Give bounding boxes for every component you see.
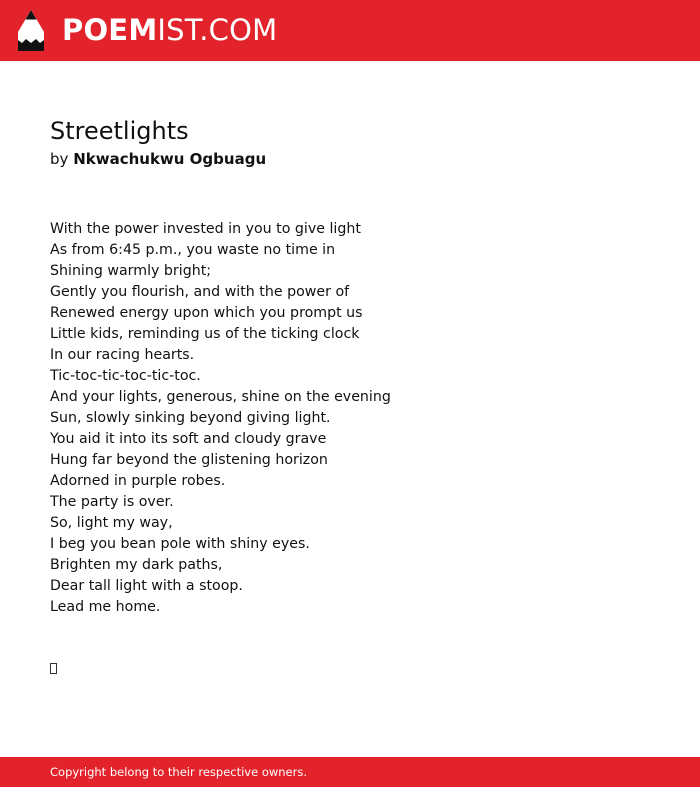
poem-line: The party is over. (50, 494, 174, 510)
poem-body (50, 219, 391, 618)
logo-light-text: IST.COM (157, 13, 278, 47)
poem-line: Tic-toc-tic-toc-tic-toc. (50, 368, 201, 384)
poem-line: Brighten my dark paths, (50, 557, 223, 573)
poem-line: Hung far beyond the glistening horizon (50, 452, 328, 468)
byline (50, 150, 266, 168)
site-logo[interactable] (62, 13, 277, 47)
footer-bar (0, 757, 700, 787)
author-name: Nkwachukwu Ogbuagu (73, 150, 267, 168)
copyright-text: Copyright belong to their respective owners. (50, 765, 308, 779)
header-bar (0, 0, 700, 61)
poem-line: I beg you bean pole with shiny eyes. (50, 536, 310, 552)
missing-glyph-icon (50, 663, 57, 674)
logo-bold-text: POEM (62, 13, 158, 47)
poem-line: Adorned in purple robes. (50, 473, 226, 489)
poem-line: With the power invested in you to give light (50, 221, 361, 237)
poem-line: Little kids, reminding us of the ticking clock (50, 326, 360, 342)
poem-line: Shining warmly bright; (50, 263, 212, 279)
pencil-icon[interactable] (18, 10, 44, 51)
poem-line: And your lights, generous, shine on the evening (50, 389, 391, 405)
poem-title: Streetlights (50, 117, 189, 145)
by-label: by (50, 150, 69, 168)
poem-line: Sun, slowly sinking beyond giving light. (50, 410, 331, 426)
poem-line: In our racing hearts. (50, 347, 195, 363)
poem-line: Renewed energy upon which you prompt us (50, 305, 363, 321)
poem-line: As from 6:45 p.m., you waste no time in (50, 242, 336, 258)
poem-line: Dear tall light with a stoop. (50, 578, 243, 594)
poem-line: Gently you flourish, and with the power of (50, 284, 350, 300)
poem-line: You aid it into its soft and cloudy grave (50, 431, 327, 447)
poem-line: So, light my way, (50, 515, 173, 531)
poem-line: Lead me home. (50, 599, 161, 615)
